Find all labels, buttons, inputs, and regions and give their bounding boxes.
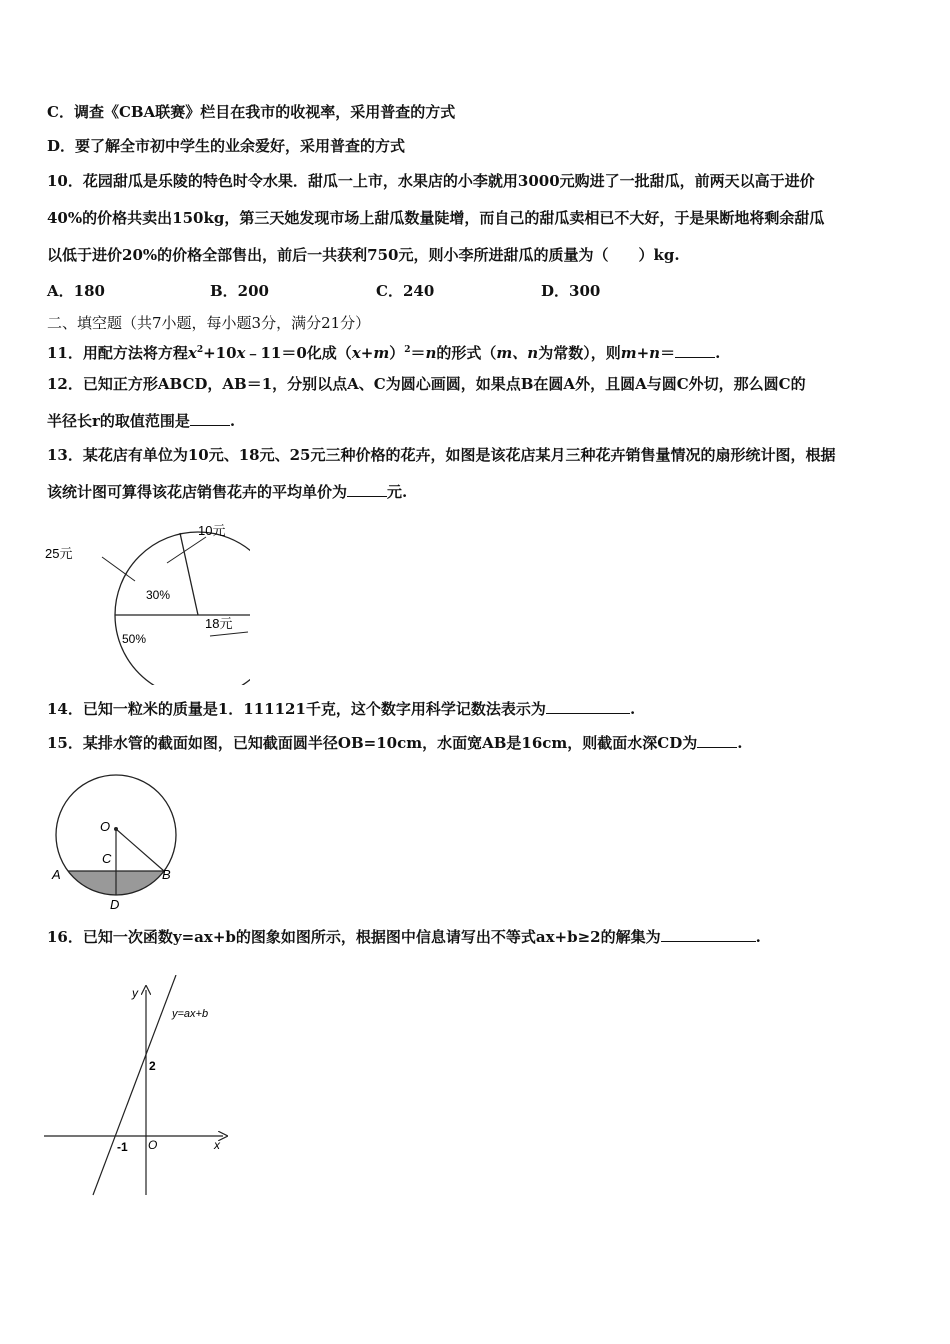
- q16-period: .: [755, 928, 761, 946]
- q11-suffix: 为常数），则: [538, 344, 621, 362]
- q11-eq-part2: ﹣11＝0化成（: [245, 344, 352, 362]
- q16: [47, 927, 761, 947]
- center-point: [114, 827, 118, 831]
- q15-answer-blank: [697, 733, 737, 748]
- x-intercept-label: -1: [117, 1140, 128, 1154]
- pie-pct-10: 30%: [146, 588, 171, 602]
- q16-answer-blank: [661, 927, 756, 942]
- q13-line-1: 13．某花店有单位为10元、18元、25元三种价格的花卉，如图是该花店某月三种花卉销售量情况的扇形统计图，根据: [47, 446, 836, 464]
- pie-leader-25: [102, 557, 135, 581]
- q10-option-b: B．200: [210, 282, 269, 300]
- q10-line-3: 以低于进价20%的价格全部售出，前后一共获利750元，则小李所进甜瓜的质量为（ ）kg.: [47, 246, 680, 264]
- pie-chart-figure: [40, 515, 250, 685]
- q15: [47, 733, 742, 753]
- pipe-figure: [46, 765, 186, 915]
- q10-line-2: 40%的价格共卖出150kg，第三天她发现市场上甜瓜数量陡增，而自己的甜瓜卖相已不大好，于是果断地将剩余甜瓜: [47, 209, 825, 227]
- label-d: D: [110, 897, 120, 912]
- q11-period: .: [715, 344, 721, 362]
- q10-line-1: 10．花园甜瓜是乐陵的特色时令水果．甜瓜一上市，水果店的小李就用3000元购进了一批甜瓜，前两天以高于进价: [47, 172, 815, 190]
- label-a: A: [52, 867, 61, 882]
- section-2-heading: 二、填空题（共7小题，每小题3分，满分21分）: [47, 314, 371, 332]
- q10-option-a: A．180: [47, 282, 105, 300]
- q11-equals: ＝: [410, 344, 426, 362]
- q10-option-d: D．300: [541, 282, 601, 300]
- q12-answer-blank: [190, 411, 230, 426]
- option-c: C．调查《CBA联赛》栏目在我市的收视率，采用普查的方式: [47, 103, 456, 121]
- q11-x-plus-m: x+m: [351, 344, 390, 362]
- segment-ob: [116, 829, 164, 871]
- label-b: B: [162, 867, 171, 882]
- option-d: D．要了解全市初中学生的业余爱好，采用普查的方式: [47, 137, 406, 155]
- q13-line-2: [47, 482, 407, 502]
- q12-line-1: 12．已知正方形ABCD，AB＝1，分别以点A、C为圆心画圆，如果点B在圆A外，且圆A与圆C外切，那么圆C的: [47, 375, 806, 393]
- q14-period: .: [629, 700, 636, 718]
- q11-m-plus-n: m+n: [620, 344, 661, 362]
- q11-exponent: 2: [196, 345, 204, 355]
- q11-eq-part: +10: [203, 344, 237, 362]
- q11-exponent-2: 2: [404, 345, 411, 355]
- q13-text: 该统计图可算得该花店销售花卉的平均单价为: [47, 483, 348, 501]
- q13-answer-blank: [347, 482, 387, 497]
- label-c: C: [102, 851, 112, 866]
- q11-close: ）: [389, 344, 405, 362]
- line-y-ax-b: [93, 975, 176, 1195]
- y-axis-label: y: [132, 986, 138, 1000]
- q13-unit: 元.: [387, 483, 408, 501]
- pie-leader-18: [210, 632, 248, 636]
- y-intercept-label: 2: [149, 1059, 156, 1073]
- q14-answer-blank: [546, 699, 630, 714]
- q15-text: 15．某排水管的截面如图，已知截面圆半径OB=10cm，水面宽AB是16cm，则截面水深CD为: [47, 734, 698, 752]
- pie-divider-radius: [180, 533, 198, 615]
- q12-text: 半径长r的取值范围是: [47, 412, 190, 430]
- q11-answer-blank: [675, 343, 715, 358]
- q11-equals-2: ＝: [660, 344, 676, 362]
- line-label: y=ax+b: [172, 1008, 209, 1020]
- pie-label-10: 10元: [198, 523, 226, 538]
- label-o: O: [100, 819, 111, 834]
- q12-line-2: [47, 411, 235, 431]
- pie-pct-18: 50%: [122, 632, 147, 646]
- q11-var-n: n: [425, 344, 437, 362]
- q15-period: .: [737, 734, 743, 752]
- pie-label-18: 18元: [205, 616, 233, 631]
- pie-label-25: 25元: [45, 546, 73, 561]
- linear-function-graph: [40, 975, 240, 1205]
- q12-period: .: [229, 412, 236, 430]
- q11-var-x: x: [187, 344, 197, 362]
- q11-var-x2: x: [236, 344, 246, 362]
- x-axis-label: x: [214, 1138, 220, 1152]
- pie-leader-10: [167, 537, 206, 563]
- q10-option-c: C．240: [376, 282, 435, 300]
- q11-m-n: m、n: [496, 344, 539, 362]
- q14-text: 14．已知一粒米的质量是1．111121千克，这个数字用科学记数法表示为: [47, 700, 546, 718]
- q11-mid: 的形式（: [436, 344, 497, 362]
- pie-circle: [115, 532, 250, 685]
- q16-text: 16．已知一次函数y=ax+b的图象如图所示，根据图中信息请写出不等式ax+b≥2的解集为: [47, 928, 661, 946]
- q11: [47, 340, 720, 363]
- q14: [47, 699, 635, 719]
- q11-prefix: 11．用配方法将方程: [47, 344, 188, 362]
- origin-label: O: [148, 1138, 158, 1152]
